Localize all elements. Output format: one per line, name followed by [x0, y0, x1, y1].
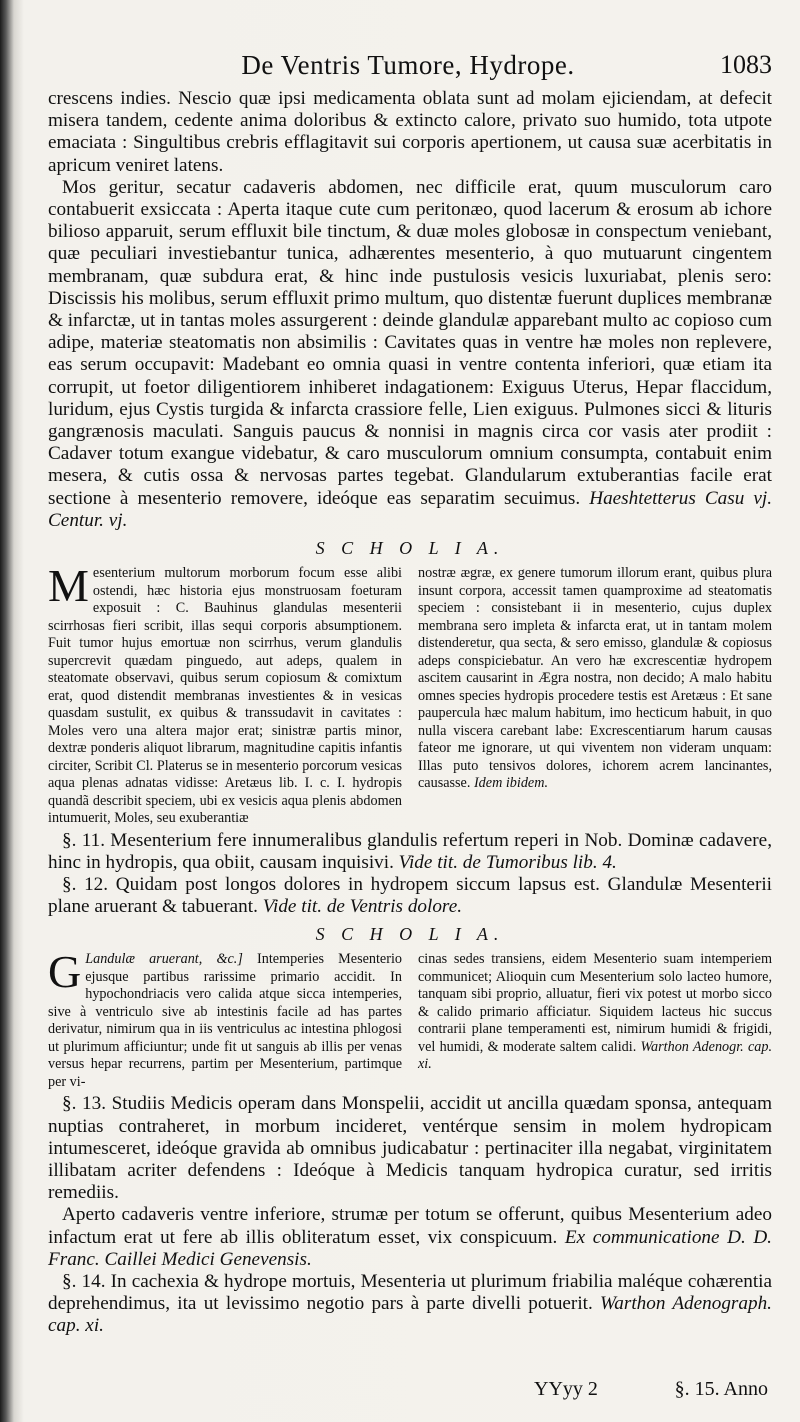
scholia-1-left-text: esenterium multorum morborum focum esse alibi ostendi, hæc historia ejus monstruosam foeturam exposuit : C. Bauhinus glandulas mesenterii scirrhosas fieri scribit, illas sequi corporis absumptionem. Fuit tumor hujus emortuæ non scirrhus, verum glandulis supercrevit quædam pinguedo, aut adeps, qualem in steatomate observavi, quibus serum copiosum & comixtum erat, quod distendit membranas investientes & in vesicas quasdam sustulit, ex quibus & transsudavit in cavitates : Moles vero una altera major erat; sinistræ partis minor, dextræ ponderis aliquot librarum, magnitudine capitis infantis circiter, Scribit Cl. Platerus se in mesenterio porcorum vesicas aqua plenas adnatas vidisse: Aretæus lib. I. c. I. hydropis quandã describit speciem, ubi ex vesicis aqua plenis abdomen intumuerit, Moles, seu exuberantiæ [48, 565, 402, 827]
catchword: §. 15. Anno [674, 1378, 768, 1400]
paragraph-opening: crescens indies. Nescio quæ ipsi medicamenta oblata sunt ad molam ejiciendam, at defecit misera tandem, cedente anima doloribus & extincto calore, privato suo humido, tota utpote emaciata : Singultibus crebris efflagitavit sui corporis apertionem, ut causa suæ acerbitatis in apricum veniret latens. [48, 88, 772, 176]
section-12-citation: Vide tit. de Ventris dolore. [262, 896, 463, 918]
scholia-heading-2: S C H O L I A. [315, 924, 505, 945]
scholia-2-citation: Warthon Adenogr. cap. xi. [418, 1038, 772, 1073]
scholia-1-right-column [418, 565, 772, 828]
page-number: 1083 [720, 50, 772, 79]
section-11-text: §. 11. Mesenterium fere innumeralibus glandulis refertum reperi in Nob. Dominæ cadavere, hinc in hydropis, qua obiit, causam inquisivi. [48, 829, 772, 873]
section-13-citation: Ex communicatione D. D. Franc. Caillei Medici Genevensis. [48, 1226, 772, 1270]
scholia-1-columns [48, 560, 772, 828]
section-12-text: §. 12. Quidam post longos dolores in hydropem siccum lapsus est. Glandulæ Mesenterii plane aruerant & tabuerant. [48, 873, 772, 918]
section-14-citation: Warthon Adenograph. cap. xi. [48, 1293, 772, 1337]
scholia-2-right-text: cinas sedes transiens, eidem Mesenterio suam intemperiem communicet; Alioquin cum Mesenterium solo lacteo humore, tanquam sibi proprio, alluatur, fieri vix potest ut morbo sicco & calido primario afficiatur. Siquidem lacteus hic succus contrarii plane temperamenti est, nimirum humidi & frigidi, vel humidi, & moderate saltem calidi. [418, 951, 772, 1055]
scholia-2-lemma: Landulæ aruerant, &c.] [85, 951, 243, 968]
scholia-2-left-text: Intemperies Mesenterio ejusque partibus rarissime primario accidit. In hypochondriacis vero calida atque sicca intemperies, sive à ventriculo sive ab intestinis facile ad has partes derivatur, nimirum qua in iis ventriculus ac intestina phlogosi ut plurimum afficiuntur; unde fit ut sanguis ab illis per venas versus hepar recurrens, partim per Mesenterium, partimque per vi- [48, 951, 402, 1090]
scholia-1-left-column [48, 560, 402, 828]
scholia-1-citation: Idem ibidem. [473, 775, 549, 792]
scholia-1-right-text: nostræ ægræ, ex genere tumorum illorum erant, quibus plura insunt corpora, accessit tamen quamproxime ad steatomatis speciem : consistebant ii in mesenterio, cujus duplex membrana sero impleta & infarcta erat, ut in tantam molem distenderetur, qua secta, & sero emisso, glandulæ & copiosus adeps conspiciebatur. An vero hæ excrescentiæ hydropem ascitem causarint in Ægra nostra, non decido; A malo habitu omnes species hydropis procedere testis est Aretæus : Et sane paupercula hæc malum habitum, imo hecticum habuit, in quo nulla viscera carebant labe: Excrescentiarum harum causas fateor me ignorare, ut qui viventem non videram unquam: Illas puto tensivos dolores, ichorem acrem lancinantes, causasse. [418, 565, 772, 792]
signature-mark: YYyy 2 [534, 1378, 598, 1400]
page-footer [48, 1378, 768, 1406]
section-12 [48, 874, 772, 918]
section-13-continuation-text: Aperto cadaveris ventre inferiore, strumæ per totum se offerunt, quibus Mesenterium adeo infactum erat ut fere ab illis obliteratum esset, vix conspicuum. [48, 1204, 772, 1248]
section-13: §. 13. Studiis Medicis operam dans Monspelii, accidit ut ancilla quædam sponsa, antequam nuptias contraheret, in morbum incideret, ventérque sensim in molem hydropicam intumesceret, ideóque gravida ab omnibus judicabatur : pertinaciter illa negabat, virginitatem illibatam acriter defendens : Ideóque à Medicis tanquam hydropica curatur, sed irritis remediis. [48, 1093, 772, 1204]
scholia-2-columns [48, 946, 772, 1091]
paragraph-dissection [48, 177, 772, 532]
scholia-heading-1: S C H O L I A. [315, 538, 505, 559]
dropcap-m: M [48, 560, 89, 612]
citation-haeshtetterus: Haeshtetterus Casu vj. Centur. vj. [48, 487, 772, 531]
scholia-2-right-column [418, 951, 772, 1091]
running-title: De Ventris Tumore, Hydrope. [241, 50, 575, 80]
section-11-citation: Vide tit. de Tumoribus lib. 4. [398, 851, 617, 873]
paragraph-dissection-text: Mos geritur, secatur cadaveris abdomen, nec difficile erat, quum musculorum caro contabuerit exsiccata : Aperta itaque cute cum peritonæo, quod lacerum & erosum ab ichore bilioso apparuit, serum effluxit bile tinctum, & duæ moles globosæ in conspectum veniebant, quæ peculiari investiebantur tunica, adhærentes mesenterio, à quo mutuarunt cingentem membranam, quæ subdura erat, & hinc inde pustulosis vesicis luxuriabat, plenis sero: Discissis his molibus, serum effluxit primo multum, quo distentæ fuerunt duplices membranæ & infarctæ, ut in tantas moles assurgerent : deinde glandulæ apparebant multo ac copioso cum adipe, materiæ steatomatis non absimilis : Cavitates quas in ventre hæ moles non replevere, eas serum occupavit: Madebant eo omnia quasi in ventre contenta inferiori, quæ etiam ita corrupit, ut foetor diligentiorem inhiberet indagationem: Exiguus Uterus, Hepar flaccidum, luridum, ejus Cystis turgida & infarcta crassiore felle, Lien exiguus. Pulmones sicci & lituris gangrænosis maculati. Sanguis paucus & nonnisi in magnis circa cor vasis ater prodiit : Cadaver totum exangue videbatur, & caro musculorum omnium consumpta, contabuit enim mesera, & cutis ossa & nervosas partes tegebat. Glandularum extuberantias facile erat sectione à mesenterio removere, ideóque eas separatim secuimus. [48, 176, 772, 509]
section-14-text: §. 14. In cachexia & hydrope mortuis, Mesenteria ut plurimum friabilia maléque cohærentia deprehendimus, ita ut levissimo negotio pars à parte divelli potuerit. [48, 1271, 772, 1315]
section-11 [48, 830, 772, 874]
scholia-2-left-column [48, 946, 402, 1091]
page-body [48, 88, 772, 1338]
page-header [40, 46, 776, 86]
dropcap-g: G [48, 946, 82, 998]
section-14 [48, 1271, 772, 1338]
section-13-continuation [48, 1204, 772, 1271]
